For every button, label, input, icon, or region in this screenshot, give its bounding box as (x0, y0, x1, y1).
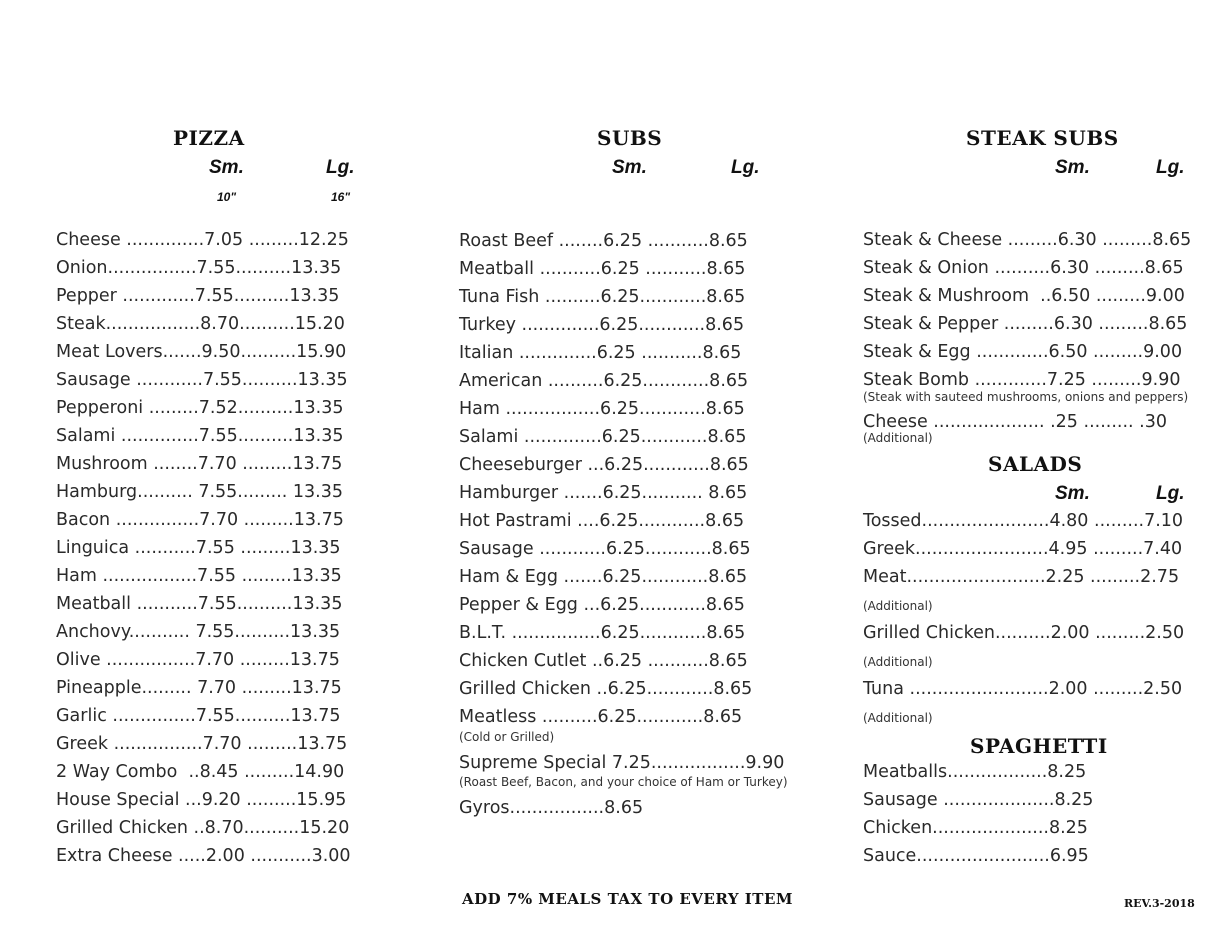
steak-cheese-add-note: (Additional) (863, 431, 933, 445)
salad-row: Tossed.......................4.80 .........7.10 (863, 511, 1184, 531)
pizza-item-row: Steak.................8.70..........15.20 (56, 314, 345, 334)
pizza-item-row: Greek ................7.70 .........13.75 (56, 734, 348, 754)
sub-item-row: Tuna Fish ..........6.25............8.65 (459, 287, 746, 307)
sub-item-row: Ham & Egg .......6.25............8.65 (459, 567, 748, 587)
pizza-item-row: Garlic ...............7.55..........13.75 (56, 706, 341, 726)
steak-sm-header: Sm. (1055, 157, 1090, 178)
pizza-lg-header: Lg. (326, 157, 355, 178)
spaghetti-heading: SPAGHETTI (970, 734, 1108, 758)
sub-item-row: Ham .................6.25............8.65 (459, 399, 745, 419)
salad-row: Tuna .........................2.00 .........2.50 (863, 679, 1183, 699)
pizza-item-row: Ham .................7.55 .........13.35 (56, 566, 342, 586)
spaghetti-item-row: Sausage ....................8.25 (863, 790, 1094, 810)
subs-heading: SUBS (597, 126, 663, 150)
steak-subs-heading: STEAK SUBS (966, 126, 1119, 150)
pizza-item-row: House Special ...9.20 .........15.95 (56, 790, 347, 810)
salads-lg-header: Lg. (1156, 483, 1185, 504)
pizza-item-row: Mushroom ........7.70 .........13.75 (56, 454, 343, 474)
sub-item-row: Meatless ..........6.25............8.65 (459, 707, 743, 727)
pizza-item-row: Extra Cheese .....2.00 ...........3.00 (56, 846, 351, 866)
pizza-item-row: Bacon ...............7.70 .........13.75 (56, 510, 344, 530)
salad-row: Grilled Chicken..........2.00 .........2.50 (863, 623, 1185, 643)
tax-note: ADD 7% MEALS TAX TO EVERY ITEM (462, 890, 794, 908)
pizza-item-row: Pepper .............7.55..........13.35 (56, 286, 340, 306)
steak-sub-item-row: Steak & Onion ..........6.30 .........8.65 (863, 258, 1184, 278)
sub-item-row: Grilled Chicken ..6.25............8.65 (459, 679, 753, 699)
sub-item-row: Turkey ..............6.25............8.65 (459, 315, 745, 335)
sub-item-row: Sausage ............6.25............8.65 (459, 539, 751, 559)
pizza-sm-size: 10" (217, 190, 237, 204)
pizza-item-row: Meat Lovers.......9.50..........15.90 (56, 342, 347, 362)
steak-lg-header: Lg. (1156, 157, 1185, 178)
spaghetti-item-row: Meatballs..................8.25 (863, 762, 1087, 782)
steak-cheese-add-row: Cheese .................... .25 ......... .30 (863, 412, 1167, 432)
pizza-lg-size: 16" (331, 190, 351, 204)
salad-additional-note: (Additional) (863, 599, 933, 613)
steak-sub-item-row: Steak Bomb .............7.25 .........9.90 (863, 370, 1181, 390)
meatless-note: (Cold or Grilled) (459, 730, 555, 744)
supreme-special-note: (Roast Beef, Bacon, and your choice of Ham or Turkey) (459, 775, 788, 789)
gyros-row: Gyros.................8.65 (459, 798, 644, 818)
steak-sub-item-row: Steak & Cheese .........6.30 .........8.65 (863, 230, 1192, 250)
sub-item-row: Pepper & Egg ...6.25............8.65 (459, 595, 745, 615)
sub-item-row: Roast Beef ........6.25 ...........8.65 (459, 231, 748, 251)
salad-additional-note: (Additional) (863, 655, 933, 669)
salad-row: Greek........................4.95 .........7.40 (863, 539, 1183, 559)
steak-sub-item-row: Steak & Egg .............6.50 .........9.00 (863, 342, 1183, 362)
sub-item-row: Hot Pastrami ....6.25............8.65 (459, 511, 745, 531)
sub-item-row: Meatball ...........6.25 ...........8.65 (459, 259, 746, 279)
pizza-item-row: Hamburg.......... 7.55......... 13.35 (56, 482, 344, 502)
supreme-special-row: Supreme Special 7.25.................9.90 (459, 753, 785, 773)
pizza-heading: PIZZA (173, 126, 245, 150)
pizza-item-row: Cheese ..............7.05 .........12.25 (56, 230, 349, 250)
pizza-item-row: Salami ..............7.55..........13.35 (56, 426, 344, 446)
sub-item-row: Salami ..............6.25............8.65 (459, 427, 747, 447)
pizza-item-row: Pineapple......... 7.70 .........13.75 (56, 678, 342, 698)
pizza-item-row: 2 Way Combo ..8.45 .........14.90 (56, 762, 345, 782)
pizza-item-row: Onion................7.55..........13.35 (56, 258, 342, 278)
steak-bomb-note: (Steak with sauteed mushrooms, onions and peppers) (863, 390, 1189, 404)
sub-item-row: B.L.T. ................6.25............8.65 (459, 623, 746, 643)
pizza-item-row: Pepperoni .........7.52..........13.35 (56, 398, 344, 418)
steak-sub-item-row: Steak & Mushroom ..6.50 .........9.00 (863, 286, 1185, 306)
sub-item-row: Hamburger .......6.25........... 8.65 (459, 483, 748, 503)
revision-label: REV.3-2018 (1124, 897, 1195, 910)
sub-item-row: Chicken Cutlet ..6.25 ...........8.65 (459, 651, 748, 671)
sub-item-row: Italian ..............6.25 ...........8.65 (459, 343, 742, 363)
subs-sm-header: Sm. (612, 157, 647, 178)
salad-additional-note: (Additional) (863, 711, 933, 725)
pizza-item-row: Meatball ...........7.55..........13.35 (56, 594, 343, 614)
salads-sm-header: Sm. (1055, 483, 1090, 504)
salad-row: Meat.........................2.25 .........2.75 (863, 567, 1180, 587)
steak-sub-item-row: Steak & Pepper .........6.30 .........8.65 (863, 314, 1188, 334)
spaghetti-item-row: Chicken.....................8.25 (863, 818, 1088, 838)
subs-lg-header: Lg. (731, 157, 760, 178)
sub-item-row: American ..........6.25............8.65 (459, 371, 749, 391)
pizza-sm-header: Sm. (209, 157, 244, 178)
sub-item-row: Cheeseburger ...6.25............8.65 (459, 455, 749, 475)
pizza-item-row: Olive ................7.70 .........13.75 (56, 650, 340, 670)
pizza-item-row: Linguica ...........7.55 .........13.35 (56, 538, 341, 558)
pizza-item-row: Sausage ............7.55..........13.35 (56, 370, 348, 390)
spaghetti-item-row: Sauce........................6.95 (863, 846, 1089, 866)
salads-heading: SALADS (988, 452, 1083, 476)
pizza-item-row: Grilled Chicken ..8.70..........15.20 (56, 818, 350, 838)
pizza-item-row: Anchovy........... 7.55..........13.35 (56, 622, 341, 642)
